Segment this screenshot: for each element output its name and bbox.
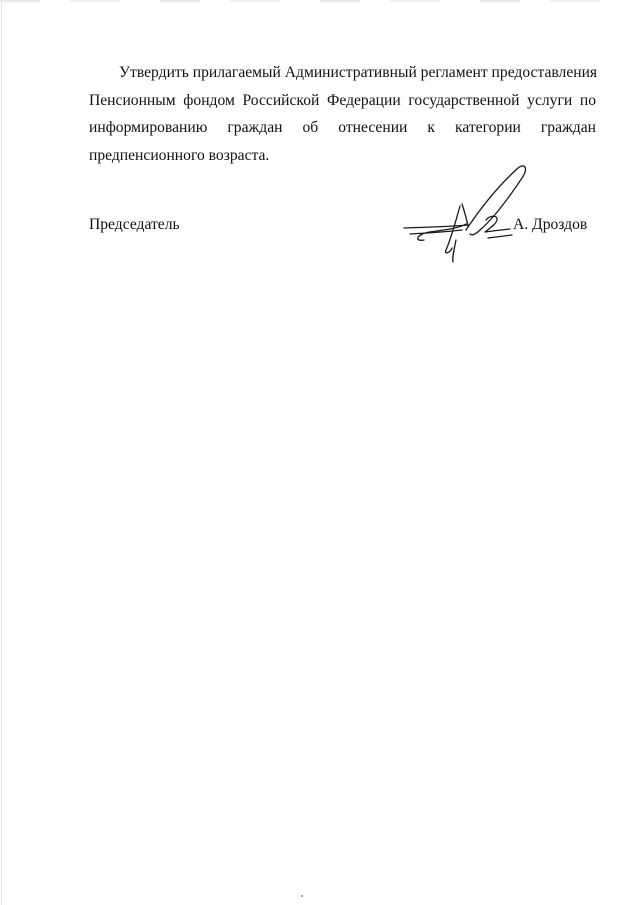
signatory-title: Председатель [89, 216, 180, 233]
paragraph-line: информированию граждан об отнесении к категории граждан [89, 119, 596, 136]
paragraph-line: Утвердить прилагаемый Административный регламент предоставления [119, 64, 598, 81]
scan-edge-artifact [0, 0, 640, 2]
paragraph-line: предпенсионного возраста. [89, 146, 270, 164]
scan-border-artifact [1, 0, 2, 905]
handwritten-signature [400, 158, 530, 266]
paragraph-line: Пенсионным фондом Российской Федерации государственной услуги по [89, 91, 596, 109]
signatory-name: А. Дроздов [513, 216, 588, 233]
resolution-paragraph [89, 59, 596, 169]
scan-speck [301, 895, 303, 897]
